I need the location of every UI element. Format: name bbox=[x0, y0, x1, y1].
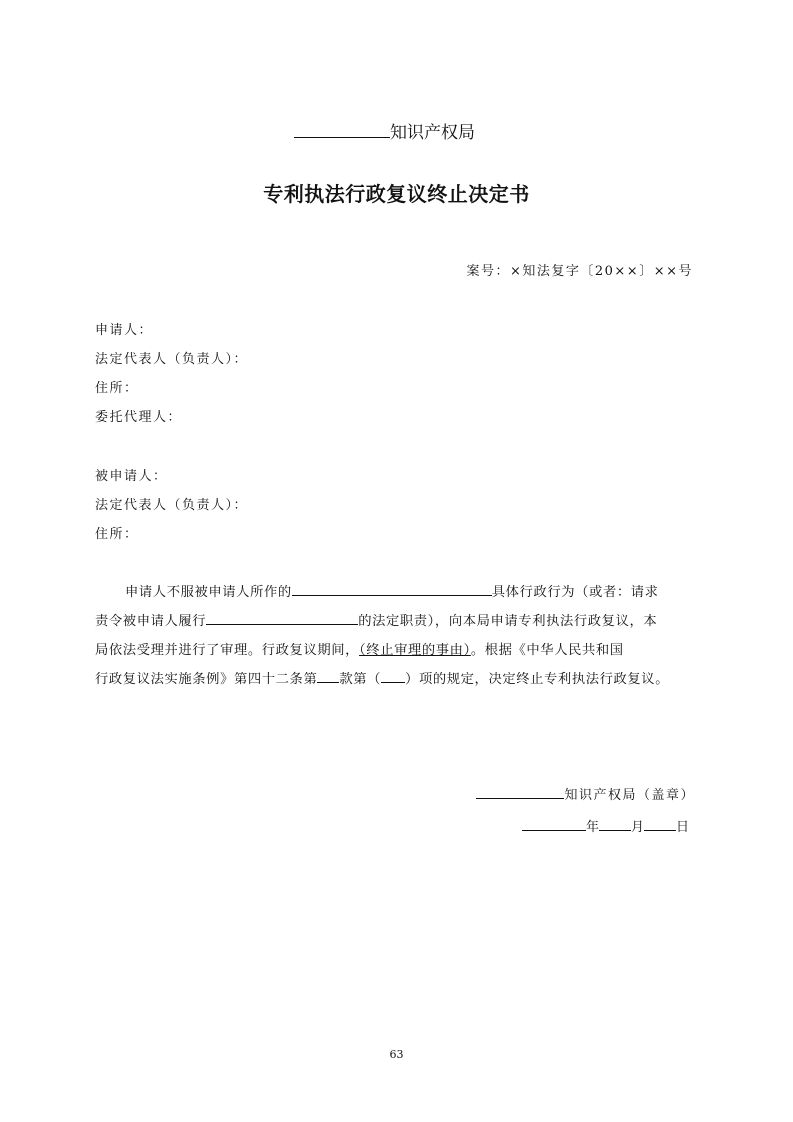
body-line-2 bbox=[95, 610, 657, 629]
administrative-act-blank bbox=[292, 581, 492, 596]
body-text: 款第（ bbox=[339, 672, 382, 687]
statutory-duty-blank bbox=[206, 610, 358, 625]
seal-authority-blank bbox=[476, 784, 564, 799]
decision-body bbox=[95, 581, 695, 691]
date-line bbox=[522, 816, 689, 835]
month-blank bbox=[599, 816, 631, 831]
applicant-agent-label: 委托代理人： bbox=[95, 410, 183, 425]
day-blank bbox=[644, 816, 676, 831]
body-text: 具体行政行为（或者：请求 bbox=[491, 585, 659, 600]
applicant-name-label: 申请人： bbox=[95, 323, 154, 338]
authority-name-blank bbox=[294, 119, 390, 138]
respondent-name-label: 被申请人： bbox=[95, 469, 168, 484]
authority-seal-label: 知识产权局（盖章） bbox=[564, 788, 695, 803]
month-label: 月 bbox=[630, 820, 644, 835]
authority-seal-line bbox=[476, 784, 695, 803]
body-text: 局依法受理并进行了审理。行政复议期间， bbox=[95, 643, 360, 658]
header-authority-line bbox=[294, 118, 475, 143]
applicant-legal-rep-label: 法定代表人（负责人）： bbox=[95, 352, 249, 367]
respondent-legal-rep-label: 法定代表人（负责人）： bbox=[95, 498, 249, 513]
body-text: 。根据《中华人民共和国 bbox=[470, 643, 624, 658]
body-line-1 bbox=[125, 581, 659, 600]
day-label: 日 bbox=[675, 820, 689, 835]
applicant-address-label: 住所： bbox=[95, 381, 139, 396]
document-title: 专利执法行政复议终止决定书 bbox=[263, 182, 530, 206]
body-text: 行政复议法实施条例》第四十二条第 bbox=[95, 672, 318, 687]
item-number-blank bbox=[381, 668, 405, 683]
page-number: 63 bbox=[389, 1048, 404, 1061]
body-text: ）项的规定，决定终止专利执法行政复议。 bbox=[405, 672, 670, 687]
paragraph-number-blank bbox=[317, 668, 339, 683]
body-line-3 bbox=[95, 639, 624, 658]
year-blank bbox=[522, 816, 586, 831]
year-label: 年 bbox=[585, 820, 599, 835]
body-text: 申请人不服被申请人所作的 bbox=[125, 585, 292, 600]
body-text: 责令被申请人履行 bbox=[95, 614, 207, 629]
respondent-address-label: 住所： bbox=[95, 527, 139, 542]
termination-reason-placeholder: （终止审理的事由） bbox=[359, 643, 471, 658]
case-number: 案号：×知法复字〔20××〕××号 bbox=[466, 264, 693, 279]
body-text: 的法定职责），向本局申请专利执法行政复议，本 bbox=[358, 614, 658, 629]
header-authority-suffix: 知识产权局 bbox=[390, 123, 475, 143]
body-line-4 bbox=[95, 668, 669, 687]
